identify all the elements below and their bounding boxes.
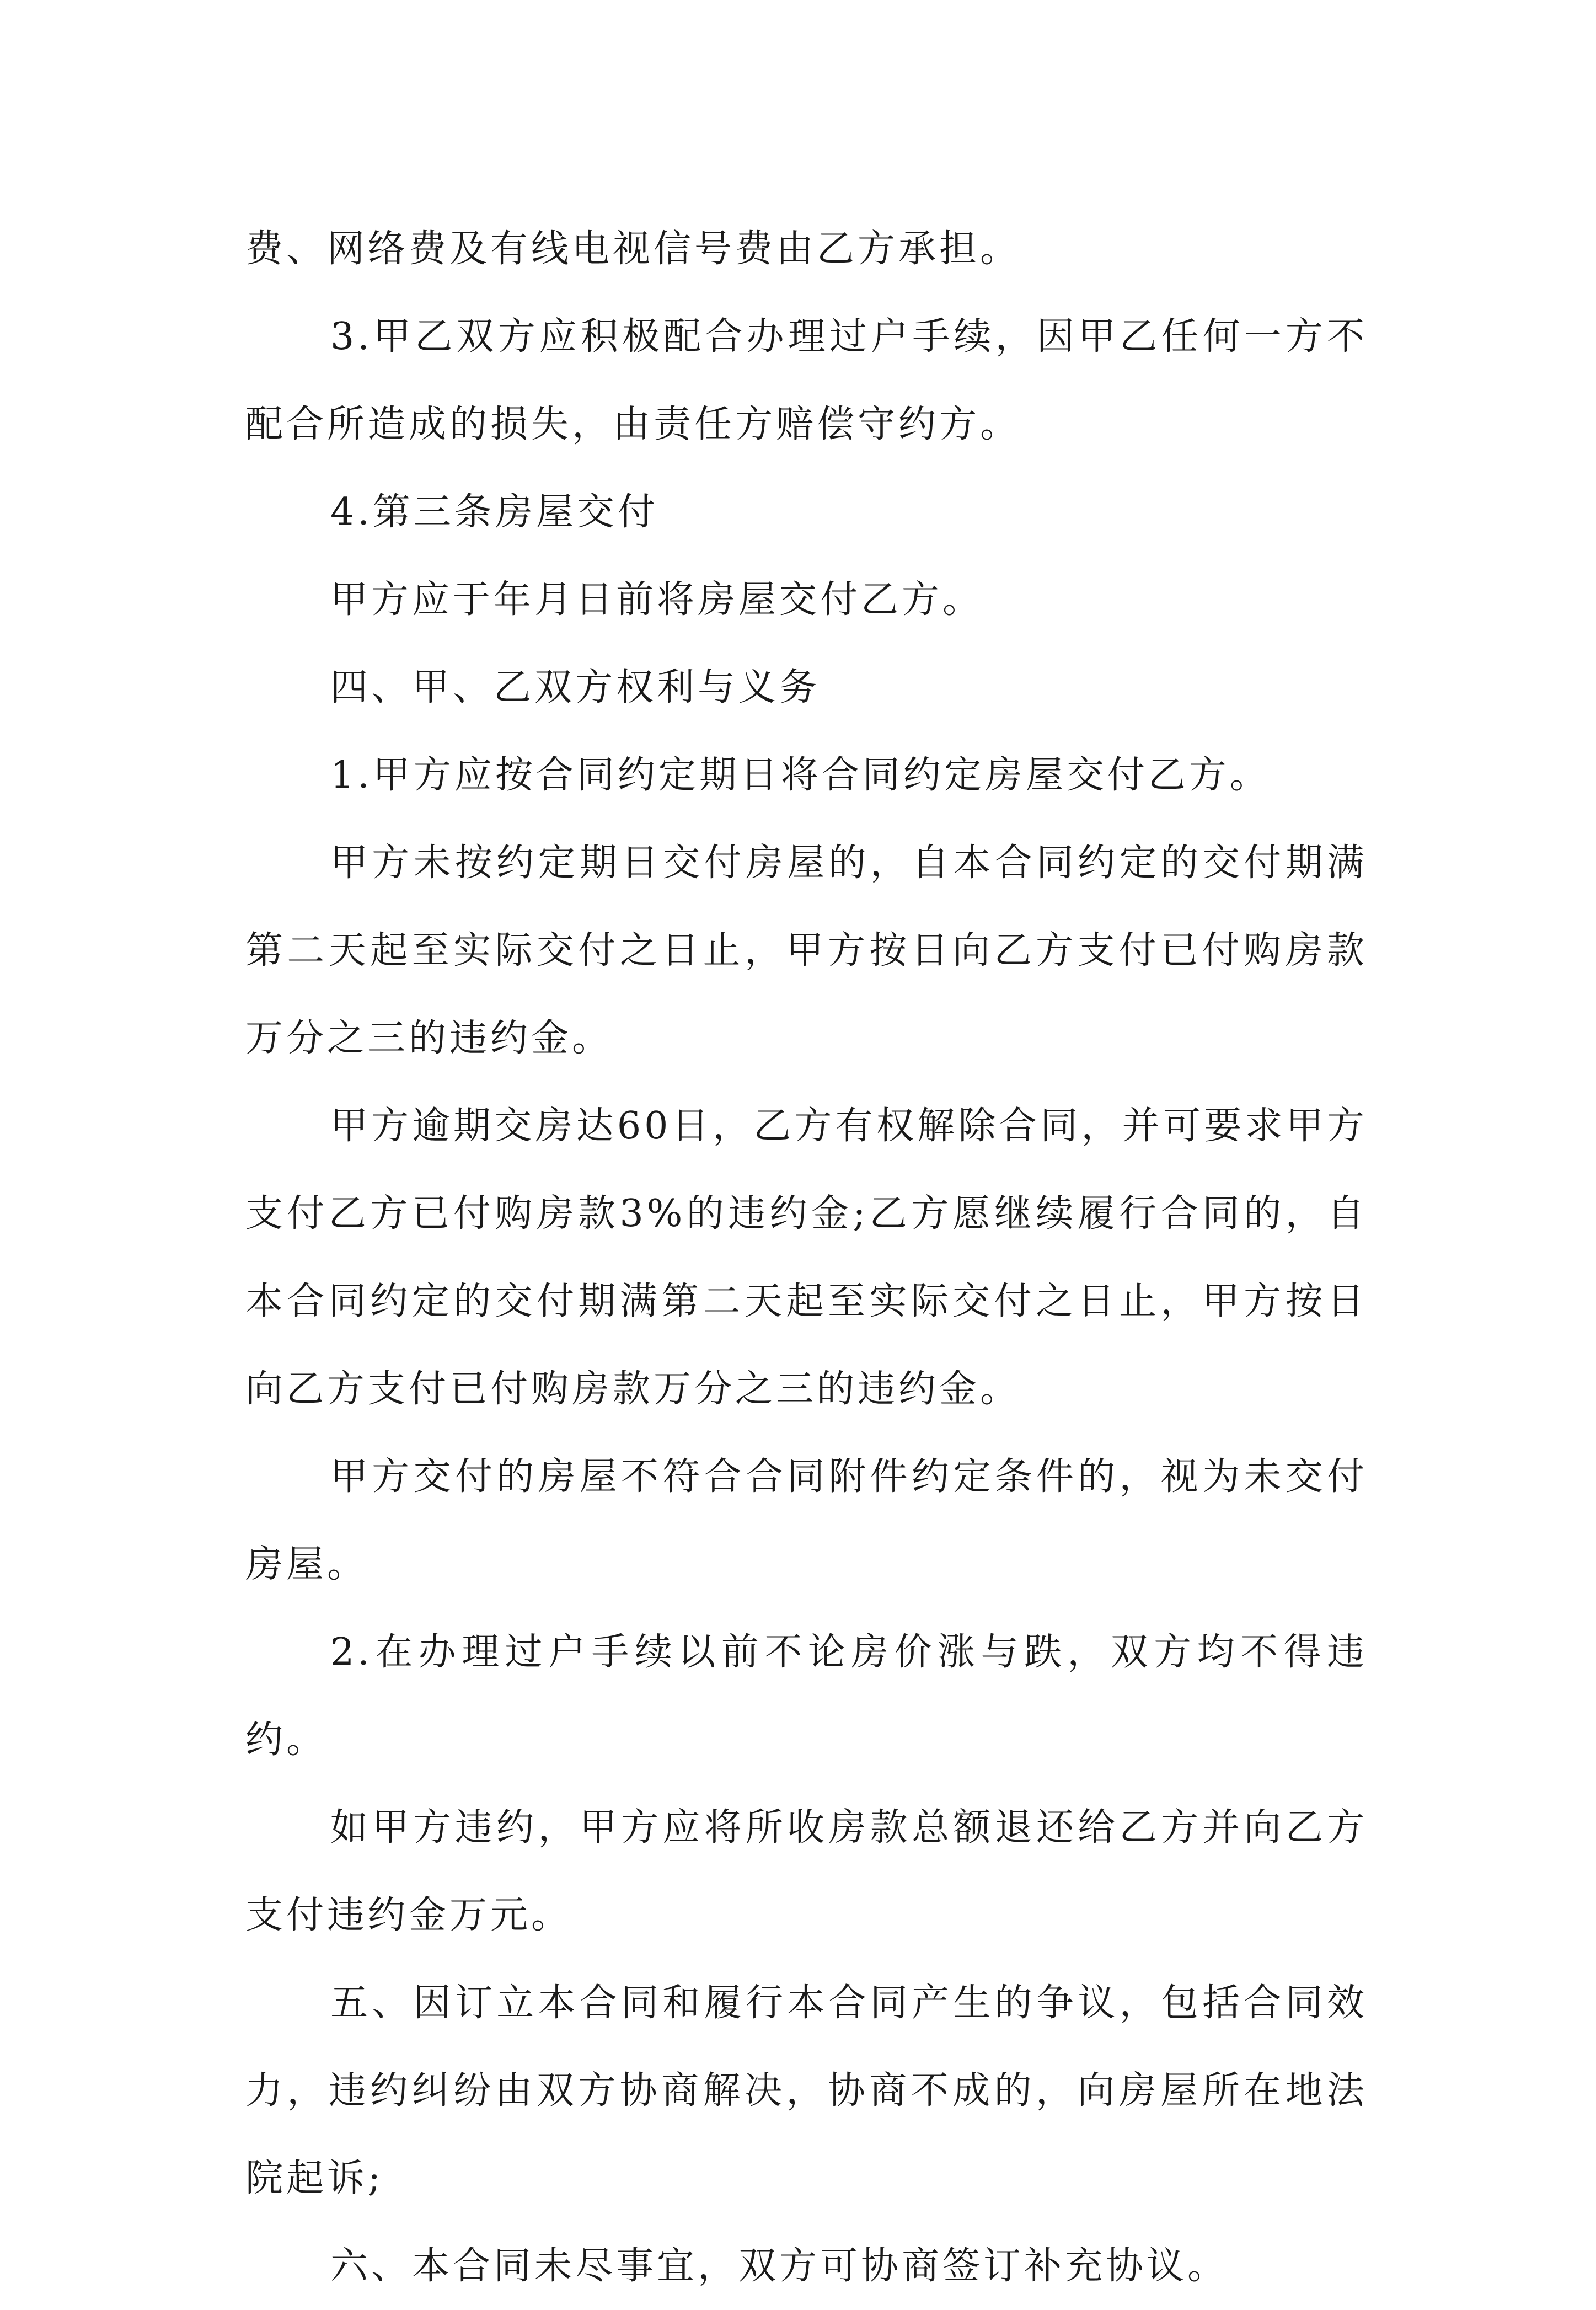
section-five-disputes: 五、因订立本合同和履行本合同产生的争议，包括合同效力，违约纠纷由双方协商解决，协商不成的，向房屋所在地法院起诉; [245,1981,1368,2200]
paragraph-clause-4-heading: 4.第三条房屋交付 [330,490,658,534]
paragraph-clause-2-no-breach: 2.在办理过户手续以前不论房价涨与跌，双方均不得违约。 [245,1630,1368,1762]
paragraph-clause-1-delivery: 1.甲方应按合同约定期日将合同约定房屋交付乙方。 [330,753,1271,797]
paragraph-late-delivery-penalty: 甲方未按约定期日交付房屋的，自本合同约定的交付期满第二天起至实际交付之日止，甲方按日向乙方支付已付购房款万分之三的违约金。 [245,841,1368,1060]
section-six-supplementary: 六、本合同未尽事宜，双方可协商签订补充协议。 [330,2244,1229,2288]
paragraph-overdue-60-days: 甲方逾期交房达60日，乙方有权解除合同，并可要求甲方支付乙方已付购房款3%的违约金;乙方愿继续履行合同的，自本合同约定的交付期满第二天起至实际交付之日止，甲方按日向乙方支付已付购房款万分之三的违约金。 [245,1104,1368,1411]
paragraph-fees-continued: 费、网络费及有线电视信号费由乙方承担。 [245,227,1021,271]
paragraph-party-a-breach: 如甲方违约，甲方应将所收房款总额退还给乙方并向乙方支付违约金万元。 [245,1806,1368,1937]
paragraph-nonconforming-house: 甲方交付的房屋不符合合同附件约定条件的，视为未交付房屋。 [245,1455,1368,1586]
paragraph-delivery-date: 甲方应于年月日前将房屋交付乙方。 [330,578,984,622]
document-body [245,205,1368,2310]
section-heading-rights-obligations: 四、甲、乙双方权利与义务 [330,666,821,709]
paragraph-clause-3-transfer: 3.甲乙双方应积极配合办理过户手续，因甲乙任何一方不配合所造成的损失，由责任方赔偿守约方。 [245,315,1368,446]
